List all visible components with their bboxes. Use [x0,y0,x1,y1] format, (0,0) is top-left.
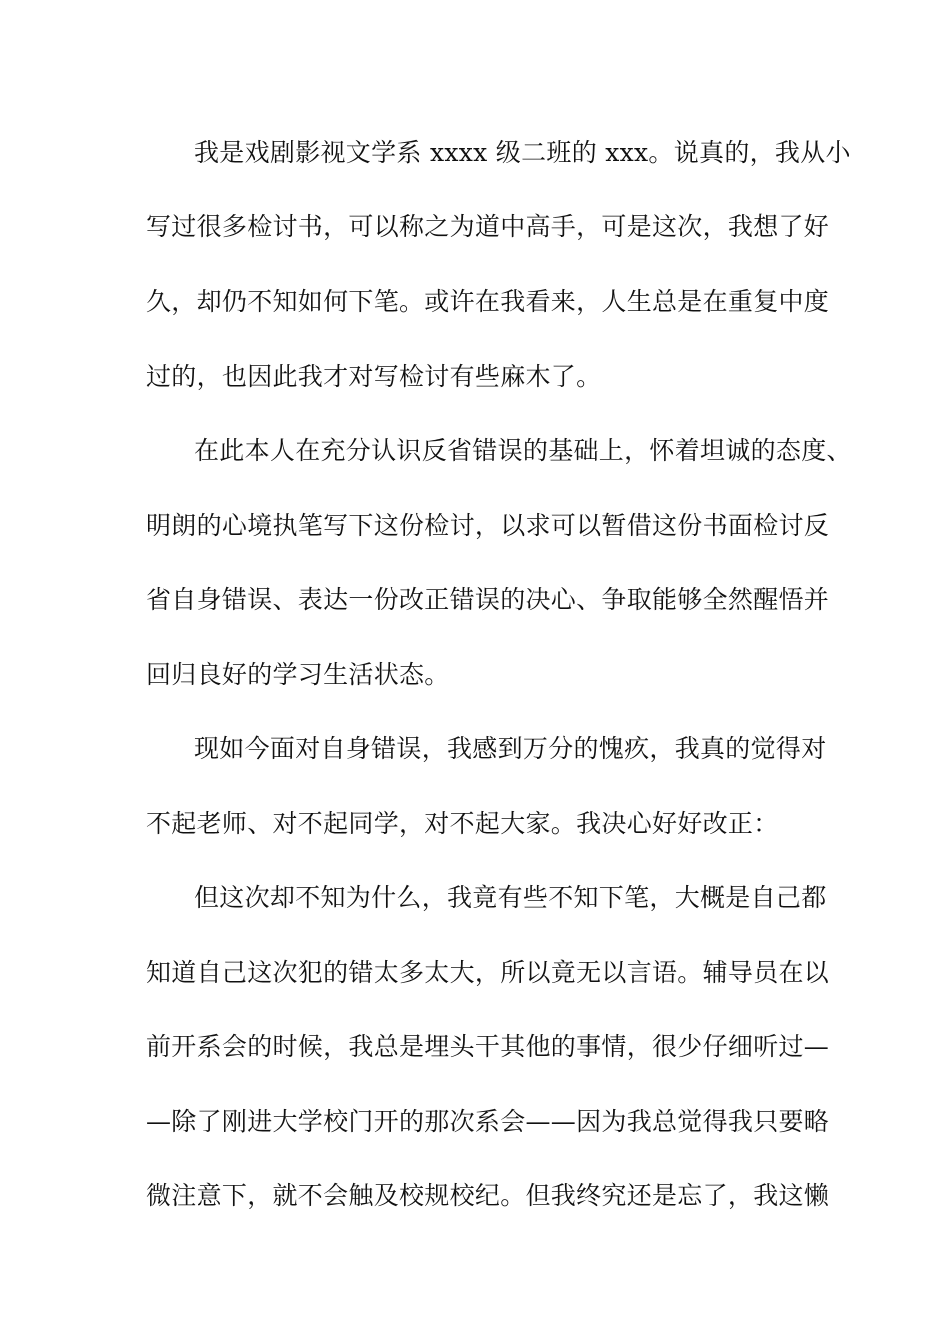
paragraph-4-line-1: 但这次却不知为什么，我竟有些不知下笔，大概是自己都 [194,883,827,912]
paragraph-4-line-3: 前开系会的时候，我总是埋头干其他的事情，很少仔细听过— [146,1032,830,1061]
paragraph-2-line-4: 回归良好的学习生活状态。 [146,660,450,689]
paragraph-3-line-2: 不起老师、对不起同学，对不起大家。我决心好好改正： [146,809,779,838]
paragraph-1-line-1: 我是戏剧影视文学系 xxxx 级二班的 xxx。说真的，我从小 [194,138,851,167]
paragraph-3-line-1: 现如今面对自身错误，我感到万分的愧疚，我真的觉得对 [194,734,827,763]
paragraph-2-line-1: 在此本人在充分认识反省错误的基础上，怀着坦诚的态度、 [194,436,852,465]
paragraph-1-line-2: 写过很多检讨书，可以称之为道中高手，可是这次，我想了好 [146,212,830,241]
paragraph-4-line-4: —除了刚进大学校门开的那次系会——因为我总觉得我只要略 [146,1107,830,1136]
paragraph-1-line-3: 久，却仍不知如何下笔。或许在我看来，人生总是在重复中度 [146,287,830,316]
paragraph-2-line-2: 明朗的心境执笔写下这份检讨，以求可以暂借这份书面检讨反 [146,511,830,540]
paragraph-1-line-4: 过的，也因此我才对写检讨有些麻木了。 [146,362,602,391]
paragraph-4-line-2: 知道自己这次犯的错太多太大，所以竟无以言语。辅导员在以 [146,958,830,987]
paragraph-2-line-3: 省自身错误、表达一份改正错误的决心、争取能够全然醒悟并 [146,585,830,614]
paragraph-4-line-5: 微注意下，就不会触及校规校纪。但我终究还是忘了，我这懒 [146,1181,830,1210]
